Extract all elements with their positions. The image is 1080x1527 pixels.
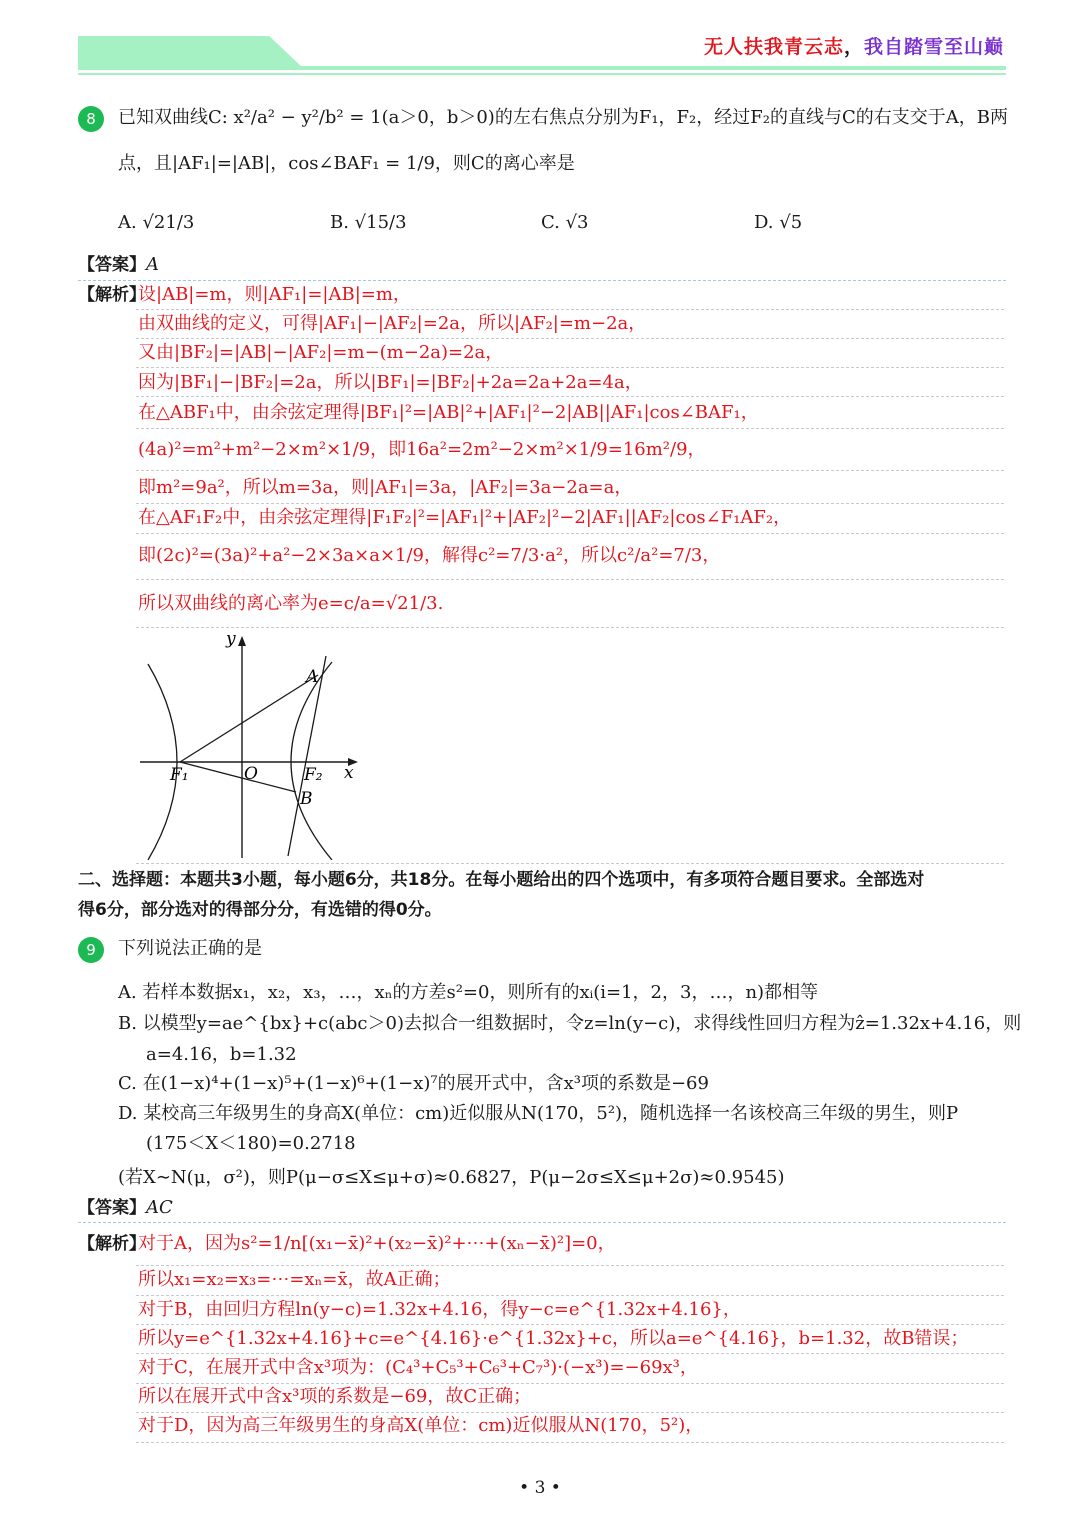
answer-label: 【答案】 [78,255,146,275]
answer-row [78,1196,173,1220]
label-o: O [244,764,258,784]
question-stem-line-1: 已知双曲线C: x²/a² − y²/b² = 1(a＞0，b＞0)的左右焦点分别为F₁，F₂，经过F₂的直线与C的右支交于A，B两 [118,107,1008,128]
question-number-badge: 9 [78,937,104,963]
section-heading [78,865,1008,925]
solution-line-2: 由双曲线的定义，可得|AF₁|−|AF₂|=2a，所以|AF₂|=m−2a， [138,313,647,334]
question-stem: 下列说法正确的是 [118,938,262,959]
divider [136,1324,1004,1325]
label-b: B [300,789,313,809]
label-f1: F₁ [170,765,189,785]
solution-line-4: 所以y=e^{1.32x+4.16}+c=e^{4.16}·e^{1.32x}+c，所以a=e^{4.16}，b=1.32，故B错误； [138,1328,969,1349]
segment-f1-a [180,675,318,762]
divider [136,1412,1004,1413]
solution-line-9: 即(2c)²=(3a)²+a²−2×3a×a×1/9，解得c²=7/3·a²，所以c²/a²=7/3， [138,545,721,566]
divider [136,1295,1004,1296]
solution-line-4: 因为|BF₁|−|BF₂|=2a，所以|BF₁|=|BF₂|+2a=2a+2a=4a， [138,372,643,393]
answer-label: 【答案】 [78,1198,146,1218]
motto-part-1: 无人扶我青云志 [703,36,844,58]
solution-line-8: 在△AF₁F₂中，由余弦定理得|F₁F₂|²=|AF₁|²+|AF₂|²−2|AF₁||AF₂|cos∠F₁AF₂， [138,507,792,528]
solution-line-3: 对于B，由回归方程ln(y−c)=1.32x+4.16，得y−c=e^{1.32x+4.16}， [138,1299,741,1320]
divider [136,1383,1004,1384]
option-d: D. √5 [754,212,803,233]
option-d-continued: (175＜X＜180)=0.2718 [146,1133,356,1154]
solution-line-7: 即m²=9a²，所以m=3a，则|AF₁|=3a，|AF₂|=3a−2a=a， [138,477,633,498]
divider [136,428,1004,429]
divider [136,470,1004,471]
answer-value: AC [146,1197,173,1218]
hyperbola-figure [136,628,366,860]
answer-value: A [146,254,159,275]
header-tab-decoration [78,36,303,68]
divider [136,503,1004,504]
answer-row [78,253,159,277]
section-heading-line-2: 得6分，部分选对的得部分分，有选错的得0分。 [78,900,442,920]
analysis-label: 【解析】 [78,285,146,305]
normal-distribution-note: (若X∼N(μ，σ²)，则P(μ−σ≤X≤μ+σ)≈0.6827，P(μ−2σ≤X≤μ+2σ)≈0.9545) [118,1167,785,1188]
header-rule-thin [78,73,1006,75]
option-a: A. 若样本数据x₁，x₂，x₃，…，xₙ的方差s²=0，则所有的xᵢ(i=1，2，3，…，n)都相等 [118,982,819,1003]
question-number-badge: 8 [78,106,104,132]
solution-line-6: 所以在展开式中含x³项的系数是−69，故C正确； [138,1386,532,1407]
motto-part-2: ， [843,36,864,58]
solution-line-6: (4a)²=m²+m²−2×m²×1/9，即16a²=2m²−2×m²×1/9=16m²/9， [138,439,706,460]
divider [136,338,1004,339]
divider [136,367,1004,368]
motto-part-3: 我自踏雪至山巅 [863,36,1004,58]
divider [78,1222,1006,1223]
label-y: y [226,629,236,649]
divider [136,579,1004,580]
section-heading-line-1: 二、选择题：本题共3小题，每小题6分，共18分。在每小题给出的四个选项中，有多项符合题目要求。全部选对 [78,870,925,890]
divider [136,396,1004,397]
solution-line-5: 在△ABF₁中，由余弦定理得|BF₁|²=|AB|²+|AF₁|²−2|AB||AF₁|cos∠BAF₁， [138,402,759,423]
divider [136,863,1004,864]
header-rule [78,66,1006,70]
option-a: A. √21/3 [118,212,195,233]
solution-line-2: 所以x₁=x₂=x₃=⋯=xₙ=x̄，故A正确； [138,1269,451,1290]
solution-line-10: 所以双曲线的离心率为e=c/a=√21/3. [138,593,444,614]
analysis-label: 【解析】 [78,1234,146,1254]
label-x: x [344,763,354,783]
page-number: • 3 • [519,1478,561,1498]
option-c: C. 在(1−x)⁴+(1−x)⁵+(1−x)⁶+(1−x)⁷的展开式中，含x³项的系数是−69 [118,1073,709,1094]
divider [136,1442,1004,1443]
segment-f1-b [180,762,296,792]
y-axis-arrow [238,636,246,646]
solution-line-1: 设|AB|=m，则|AF₁|=|AB|=m， [138,284,411,305]
label-f2: F₂ [304,765,323,785]
option-b: B. √15/3 [330,212,407,233]
option-b-continued: a=4.16，b=1.32 [146,1044,297,1065]
divider [136,1265,1004,1266]
solution-line-3: 又由|BF₂|=|AB|−|AF₂|=m−(m−2a)=2a， [138,342,504,363]
solution-line-7: 对于D，因为高三年级男生的身高X(单位：cm)近似服从N(170，5²)， [138,1415,704,1436]
question-stem-line-2: 点，且|AF₁|=|AB|，cos∠BAF₁ = 1/9，则C的离心率是 [118,153,575,174]
solution-line-1: 对于A，因为s²=1/n[(x₁−x̄)²+(x₂−x̄)²+⋯+(xₙ−x̄)²]=0， [138,1233,616,1254]
divider [136,1353,1004,1354]
option-c: C. √3 [541,212,589,233]
divider [136,309,1004,310]
divider [78,280,1006,281]
label-a: A [306,667,319,687]
divider [136,533,1004,534]
option-b: B. 以模型y=ae^{bx}+c(abc＞0)去拟合一组数据时，令z=ln(y−c)，求得线性回归方程为ẑ=1.32x+4.16，则 [118,1013,1022,1034]
header-motto [704,32,1004,59]
option-d: D. 某校高三年级男生的身高X(单位：cm)近似服从N(170，5²)，随机选择一名该校高三年级的男生，则P [118,1103,959,1124]
hyperbola-right-branch [291,662,332,860]
solution-line-5: 对于C，在展开式中含x³项为：(C₄³+C₅³+C₆³+C₇³)·(−x³)=−69x³， [138,1357,698,1378]
